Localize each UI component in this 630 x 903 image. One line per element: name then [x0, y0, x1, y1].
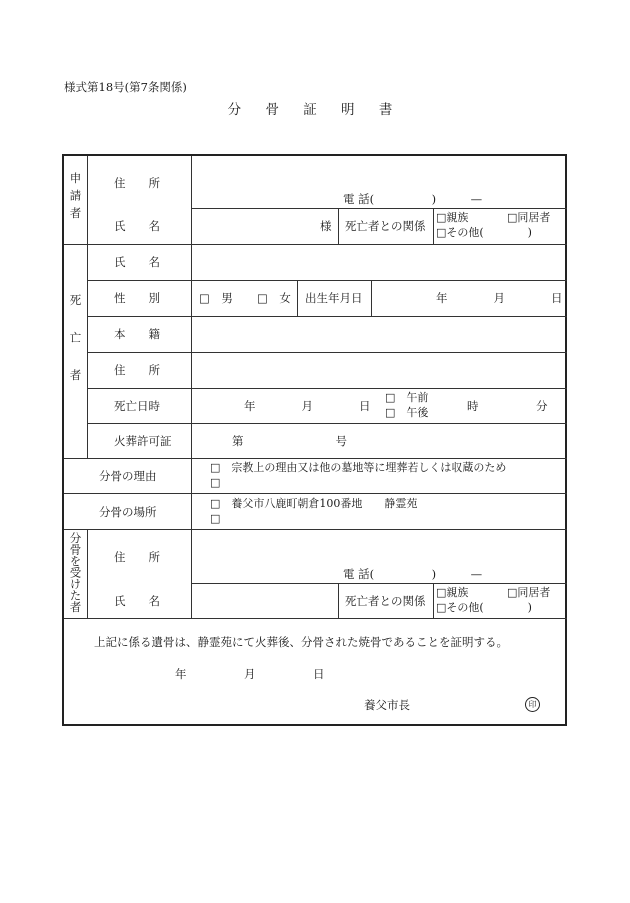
form-number: 様式第18号(第7条関係) [64, 80, 187, 94]
recipient-name-field[interactable] [192, 584, 338, 618]
certificate-form [62, 154, 567, 726]
rule-line [371, 280, 372, 316]
rule-line [297, 280, 298, 316]
reason-label: 分骨の理由 [99, 469, 157, 483]
birth-date-label: 出生年月日 [305, 291, 363, 305]
domicile-label: 本 籍 [114, 327, 160, 341]
rule-line [64, 458, 567, 459]
recipient-address-label: 住 所 [114, 550, 160, 564]
seal-icon: 印 [525, 697, 540, 712]
rule-line [87, 388, 567, 389]
rule-line [87, 423, 567, 424]
recipient-section-text: 分骨を受けた者 [68, 532, 83, 613]
male-checkbox[interactable]: □ 男 [199, 291, 233, 305]
rule-line [433, 583, 434, 618]
rule-line [87, 156, 88, 458]
deceased-address-field[interactable] [192, 353, 567, 388]
recipient-phone-field[interactable]: 電 話( ) — [343, 567, 483, 581]
place-label: 分骨の場所 [99, 505, 157, 519]
rule-line [433, 208, 434, 244]
cremation-permit-label: 火葬許可証 [114, 434, 172, 448]
rule-line [87, 529, 88, 618]
certification-date[interactable]: 年 月 日 [175, 667, 325, 681]
death-datetime-label: 死亡日時 [114, 399, 160, 413]
place-seireien-checkbox[interactable]: □ 養父市八鹿町朝倉100番地 静霊苑 [210, 497, 418, 510]
applicant-honorific: 様 [320, 219, 332, 233]
rule-line [64, 493, 567, 494]
applicant-phone-field[interactable]: 電 話( ) — [343, 192, 483, 206]
am-checkbox[interactable]: □ 午前 [385, 391, 429, 404]
applicant-relation-cohabitant-checkbox[interactable]: □同居者 [507, 211, 551, 224]
applicant-section-text: 申請者 [68, 172, 83, 225]
issuer-title: 養父市長 [364, 698, 410, 712]
certification-statement: 上記に係る遺骨は、静霊苑にて火葬後、分骨された焼骨であることを証明する。 [94, 635, 508, 649]
death-time-field[interactable]: 時 分 [467, 399, 548, 413]
applicant-relation-other-checkbox[interactable]: □その他( ) [436, 226, 532, 239]
applicant-name-field[interactable] [192, 209, 338, 244]
recipient-section-label [64, 532, 87, 615]
birth-date-field[interactable]: 年 月 日 [436, 291, 563, 305]
rule-line [338, 208, 339, 244]
recipient-relation-kin-checkbox[interactable]: □親族 [436, 586, 469, 599]
rule-line [64, 618, 567, 619]
recipient-relation-other-checkbox[interactable]: □その他( ) [436, 601, 532, 614]
document-title: 分 骨 証 明 書 [227, 102, 403, 118]
applicant-address-label: 住 所 [114, 176, 160, 190]
recipient-name-label: 氏 名 [114, 594, 160, 608]
pm-checkbox[interactable]: □ 午後 [385, 406, 429, 419]
reason-other-checkbox[interactable]: □ [210, 476, 221, 489]
reason-religious-checkbox[interactable]: □ 宗教上の理由又は他の墓地等に埋葬若しくは収蔵のため [210, 461, 507, 474]
death-date-field[interactable]: 年 月 日 [244, 399, 371, 413]
applicant-section-label [64, 172, 87, 232]
female-checkbox[interactable]: □ 女 [257, 291, 291, 305]
deceased-name-field[interactable] [192, 245, 567, 280]
recipient-relation-cohabitant-checkbox[interactable]: □同居者 [507, 586, 551, 599]
deceased-section-label [64, 294, 87, 410]
place-other-checkbox[interactable]: □ [210, 512, 221, 525]
recipient-address-field[interactable] [192, 530, 567, 566]
rule-line [87, 280, 567, 281]
cremation-permit-field[interactable]: 第 号 [232, 434, 347, 448]
recipient-relation-label: 死亡者との関係 [345, 594, 426, 608]
applicant-name-label: 氏 名 [114, 219, 160, 233]
applicant-relation-label: 死亡者との関係 [345, 219, 426, 233]
deceased-sex-label: 性 別 [114, 291, 160, 305]
domicile-field[interactable] [192, 317, 567, 352]
rule-line [338, 583, 339, 618]
deceased-name-label: 氏 名 [114, 255, 160, 269]
deceased-address-label: 住 所 [114, 363, 160, 377]
applicant-address-field[interactable] [192, 156, 567, 184]
applicant-relation-kin-checkbox[interactable]: □親族 [436, 211, 469, 224]
deceased-section-text: 死亡者 [68, 294, 83, 407]
